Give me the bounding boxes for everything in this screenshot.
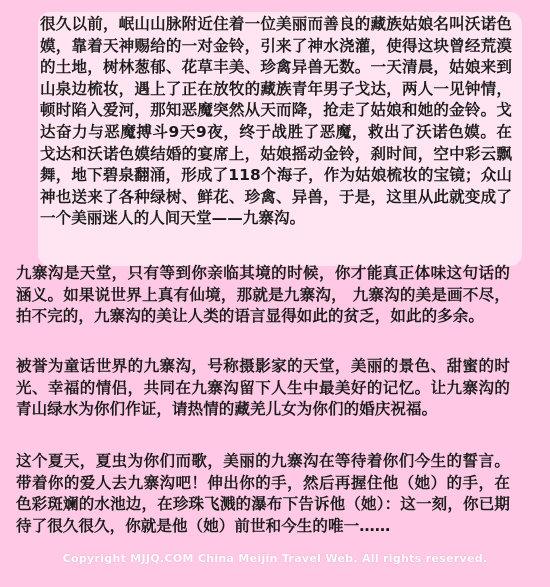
heaven-paragraph: 九寨沟是天堂，只有等到你亲临其境的时候，你才能真正体味这句话的涵义。如果说世界上真有仙境，那就是九寨沟， 九寨沟的美是画不尽，拍不完的，九寨沟的美让人类的语言显得如此的贫乏，如此的多余。 — [16, 264, 510, 326]
summer-paragraph: 这个夏天，夏虫为你们而歌，美丽的九寨沟在等待着你们今生的誓言。带着你的爱人去九寨沟吧！伸出你的手，然后再握住他（她）的手，在色彩斑斓的水池边，在珍珠飞溅的瀑布下告诉他（她）：这一刻，你已期待了很久很久，你就是他（她）前世和今生的唯一…… — [16, 452, 510, 535]
fairy-tale-paragraph: 被誉为童话世界的九寨沟，号称摄影家的天堂，美丽的景色、甜蜜的时光、幸福的情侣，共同在九寨沟留下人生中最美好的记忆。让九寨沟的青山绿水为你们作证，请热情的藏羌儿女为你们的婚庆祝福。 — [16, 357, 510, 419]
copyright-footer: Copyright MJJQ.COM China Meijin Travel Web. All rights reserved. — [62, 552, 488, 565]
legend-paragraph: 很久以前，岷山山脉附近住着一位美丽而善良的藏族姑娘名叫沃诺色嫫，靠着天神赐给的一对金铃，引来了神水浇灌，使得这块曾经荒漠的土地，树林葱郁、花草丰美、珍禽异兽无数。一天清晨，姑娘来到山泉边梳妆，遇上了正在放牧的藏族青年男子戈达，两人一见钟情，顿时陷入爱河，那知恶魔突然从天而降，抢走了姑娘和她的金铃。戈达奋力与恶魔搏斗9天9夜，终于战胜了恶魔，救出了沃诺色嫫。在戈达和沃诺色嫫结婚的宴席上，姑娘摇动金铃，刹时间，空中彩云飘舞，地下碧泉翻涌，形成了118个海子，作为姑娘梳妆的宝镜；众山神也送来了各种绿树、鲜花、珍禽、异兽，于是，这里从此就变成了一个美丽迷人的人间天堂——九寨沟。 — [40, 15, 512, 228]
